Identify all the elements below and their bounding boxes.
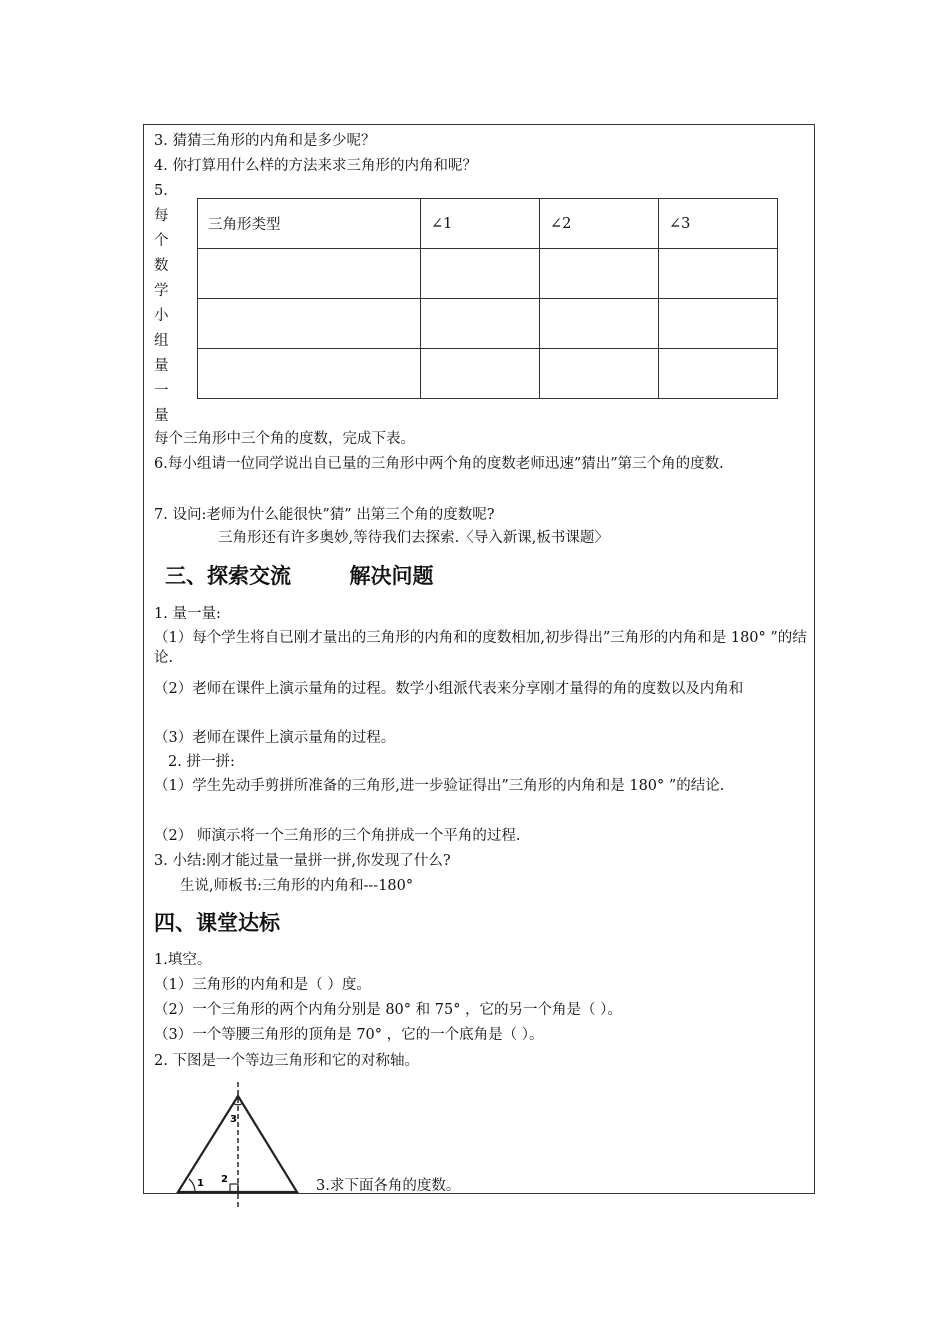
vertical-char: 量 — [154, 408, 169, 424]
question-5-number: 5. — [154, 183, 168, 199]
step-1-part-3: （3）老师在课件上演示量角的过程。 — [154, 730, 396, 746]
step-2-part-1: （1）学生先动手剪拼所准备的三角形,进一步验证得出”三角形的内角和是 180° ”的结论. — [154, 778, 725, 794]
angle-1-arc — [189, 1179, 195, 1192]
table-header-cell: ∠3 — [659, 199, 778, 249]
angle-label-3: 3 — [230, 1114, 237, 1125]
table-cell[interactable] — [198, 249, 421, 299]
step-1-part-2: （2）老师在课件上演示量角的过程。数学小组派代表来分享刚才量得的角的度数以及内角和 — [154, 681, 744, 697]
equilateral-triangle-figure — [170, 1082, 310, 1210]
vertical-char: 每 — [154, 208, 169, 224]
step-2: 2. 拼一拼: — [168, 754, 235, 770]
question-6: 6.每小组请一位同学说出自已量的三角形中两个角的度数老师迅速”猜出”第三个角的度数. — [154, 456, 724, 472]
table-row — [198, 299, 778, 349]
table-cell[interactable] — [659, 349, 778, 399]
section-4-heading: 四、课堂达标 — [154, 911, 280, 935]
angle-measurement-table — [197, 198, 778, 399]
table-row — [198, 249, 778, 299]
table-cell[interactable] — [421, 299, 540, 349]
step-2-part-2: （2） 师演示将一个三角形的三个角拼成一个平角的过程. — [154, 828, 521, 844]
angle-label-2: 2 — [221, 1174, 228, 1185]
table-header-cell: 三角形类型 — [198, 199, 421, 249]
step-1: 1. 量一量: — [154, 606, 221, 622]
table-row — [198, 349, 778, 399]
section-3-heading: 三、探索交流 解决问题 — [165, 564, 434, 588]
question-4: 4. 你打算用什么样的方法来求三角形的内角和呢？ — [154, 158, 477, 174]
table-cell[interactable] — [421, 349, 540, 399]
step-3: 3. 小结:刚才能过量一量拼一拼,你发现了什么? — [154, 853, 451, 869]
vertical-char: 个 — [154, 233, 169, 249]
table-cell[interactable] — [198, 349, 421, 399]
question-7-note: 三角形还有许多奥妙,等待我们去探索.〈导入新课,板书课题〉 — [218, 530, 609, 546]
table-cell[interactable] — [659, 249, 778, 299]
table-header-row — [198, 199, 778, 249]
practice-1-part-2: （2）一个三角形的两个内角分别是 80° 和 75° ，它的另一个角是（ ）。 — [154, 1002, 622, 1018]
practice-1-part-3: （3）一个等腰三角形的顶角是 70° ，它的一个底角是（ ）。 — [154, 1027, 544, 1043]
table-cell[interactable] — [540, 349, 659, 399]
vertical-char: 小 — [154, 308, 169, 324]
right-angle-mark — [230, 1184, 238, 1192]
table-header-cell: ∠1 — [421, 199, 540, 249]
vertical-char: 一 — [154, 383, 169, 399]
table-cell[interactable] — [421, 249, 540, 299]
vertical-char: 数 — [154, 258, 169, 274]
practice-3: 3.求下面各角的度数。 — [316, 1178, 461, 1194]
question-3: 3. 猜猜三角形的内角和是多少呢？ — [154, 133, 376, 149]
table-header-cell: ∠2 — [540, 199, 659, 249]
table-cell[interactable] — [659, 299, 778, 349]
step-3-summary: 生说,师板书:三角形的内角和---180° — [180, 878, 414, 894]
table-cell[interactable] — [540, 299, 659, 349]
practice-1-part-1: （1）三角形的内角和是（ ）度。 — [154, 977, 371, 993]
angle-label-1: 1 — [197, 1178, 204, 1189]
practice-1: 1.填空。 — [154, 952, 212, 968]
practice-2: 2. 下图是一个等边三角形和它的对称轴。 — [154, 1053, 419, 1069]
table-cell[interactable] — [540, 249, 659, 299]
table-cell[interactable] — [198, 299, 421, 349]
question-5-rest: 每个三角形中三个角的度数，完成下表。 — [154, 431, 415, 447]
vertical-char: 组 — [154, 333, 169, 349]
step-1-part-1: （1）每个学生将自已刚才量出的三角形的内角和的度数相加,初步得出”三角形的内角和是 180° ”的结论. — [154, 630, 807, 666]
vertical-char: 学 — [154, 283, 169, 299]
vertical-char: 量 — [154, 358, 169, 374]
question-7: 7. 设问:老师为什么能很快”猜” 出第三个角的度数呢? — [154, 507, 495, 523]
